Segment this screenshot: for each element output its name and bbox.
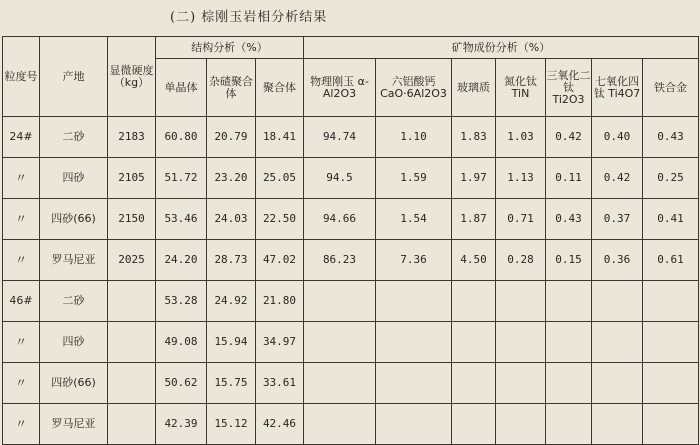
cell-empty [643, 363, 699, 404]
header-lot: 粒度号 [3, 37, 40, 117]
header-glass: 玻璃质 [452, 59, 496, 117]
cell-lot: 〃 [3, 363, 40, 404]
cell-lot: 〃 [3, 199, 40, 240]
cell-empty [496, 322, 546, 363]
cell-origin: 罗马尼亚 [40, 404, 108, 445]
cell-interlocked: 24.03 [207, 199, 256, 240]
cell-ti4o7: 0.37 [592, 199, 643, 240]
table-row [3, 404, 699, 445]
cell-single-crystal: 60.80 [156, 117, 207, 158]
table-row [3, 117, 699, 158]
cell-origin: 四砂(66) [40, 199, 108, 240]
cell-empty [304, 322, 376, 363]
cell-empty [643, 404, 699, 445]
cell-aggregate: 22.50 [256, 199, 304, 240]
cell-tin: 0.28 [496, 240, 546, 281]
table-title: (二) 棕刚玉岩相分析结果 [170, 10, 328, 25]
cell-empty [643, 322, 699, 363]
cell-calcium-hexaaluminate: 7.36 [376, 240, 452, 281]
cell-empty [376, 404, 452, 445]
cell-hardness: 2025 [108, 240, 156, 281]
header-interlocked: 杂碴聚合体 [207, 59, 256, 117]
cell-origin: 二砂 [40, 117, 108, 158]
cell-glass: 4.50 [452, 240, 496, 281]
cell-lot: 〃 [3, 404, 40, 445]
cell-empty [496, 404, 546, 445]
header-ti2o3: 三氧化二钛 Ti2O3 [546, 59, 592, 117]
cell-ti2o3: 0.15 [546, 240, 592, 281]
cell-empty [592, 363, 643, 404]
cell-origin: 四砂(66) [40, 363, 108, 404]
cell-interlocked: 15.12 [207, 404, 256, 445]
cell-lot: 〃 [3, 158, 40, 199]
cell-aggregate: 47.02 [256, 240, 304, 281]
table-row [3, 199, 699, 240]
cell-empty [546, 404, 592, 445]
header-structure-group: 结构分析（%） [156, 37, 304, 59]
cell-interlocked: 15.75 [207, 363, 256, 404]
cell-empty [592, 322, 643, 363]
cell-ti4o7: 0.40 [592, 117, 643, 158]
cell-hardness [108, 404, 156, 445]
cell-single-crystal: 53.46 [156, 199, 207, 240]
analysis-table [2, 36, 699, 445]
table-row [3, 363, 699, 404]
header-single-crystal: 单晶体 [156, 59, 207, 117]
cell-hardness: 2150 [108, 199, 156, 240]
cell-ti4o7: 0.36 [592, 240, 643, 281]
cell-empty [592, 281, 643, 322]
cell-ferroalloy: 0.25 [643, 158, 699, 199]
cell-empty [546, 363, 592, 404]
cell-glass: 1.87 [452, 199, 496, 240]
cell-empty [452, 363, 496, 404]
header-mineral-group: 矿物成份分析（%） [304, 37, 699, 59]
cell-origin: 二砂 [40, 281, 108, 322]
cell-empty [376, 281, 452, 322]
cell-empty [592, 404, 643, 445]
cell-ti4o7: 0.42 [592, 158, 643, 199]
header-aggregate: 聚合体 [256, 59, 304, 117]
cell-empty [376, 363, 452, 404]
table-row [3, 322, 699, 363]
cell-empty [643, 281, 699, 322]
cell-empty [546, 322, 592, 363]
cell-lot: 〃 [3, 240, 40, 281]
cell-empty [304, 281, 376, 322]
cell-aggregate: 42.46 [256, 404, 304, 445]
cell-interlocked: 28.73 [207, 240, 256, 281]
cell-tin: 1.03 [496, 117, 546, 158]
cell-interlocked: 20.79 [207, 117, 256, 158]
cell-hardness: 2183 [108, 117, 156, 158]
table-row [3, 240, 699, 281]
cell-single-crystal: 24.20 [156, 240, 207, 281]
header-origin: 产地 [40, 37, 108, 117]
header-tin: 氮化钛 TiN [496, 59, 546, 117]
cell-hardness [108, 363, 156, 404]
cell-interlocked: 23.20 [207, 158, 256, 199]
cell-ti2o3: 0.43 [546, 199, 592, 240]
cell-tin: 0.71 [496, 199, 546, 240]
cell-empty [452, 322, 496, 363]
header-calcium-hexaaluminate: 六铝酸钙 CaO·6Al2O3 [376, 59, 452, 117]
cell-single-crystal: 50.62 [156, 363, 207, 404]
cell-single-crystal: 49.08 [156, 322, 207, 363]
cell-glass: 1.83 [452, 117, 496, 158]
cell-ti2o3: 0.42 [546, 117, 592, 158]
cell-ti2o3: 0.11 [546, 158, 592, 199]
header-hardness: 显微硬度（kg） [108, 37, 156, 117]
cell-lot: 〃 [3, 322, 40, 363]
cell-origin: 罗马尼亚 [40, 240, 108, 281]
cell-aggregate: 21.80 [256, 281, 304, 322]
cell-empty [496, 363, 546, 404]
cell-ferroalloy: 0.61 [643, 240, 699, 281]
cell-alpha-alumina: 94.66 [304, 199, 376, 240]
cell-aggregate: 34.97 [256, 322, 304, 363]
cell-empty [452, 281, 496, 322]
cell-single-crystal: 42.39 [156, 404, 207, 445]
cell-hardness [108, 322, 156, 363]
cell-alpha-alumina: 86.23 [304, 240, 376, 281]
cell-single-crystal: 53.28 [156, 281, 207, 322]
table-row [3, 281, 699, 322]
cell-origin: 四砂 [40, 322, 108, 363]
cell-calcium-hexaaluminate: 1.59 [376, 158, 452, 199]
cell-single-crystal: 51.72 [156, 158, 207, 199]
cell-interlocked: 15.94 [207, 322, 256, 363]
cell-alpha-alumina: 94.74 [304, 117, 376, 158]
cell-calcium-hexaaluminate: 1.54 [376, 199, 452, 240]
cell-origin: 四砂 [40, 158, 108, 199]
cell-ferroalloy: 0.41 [643, 199, 699, 240]
cell-empty [304, 363, 376, 404]
cell-aggregate: 33.61 [256, 363, 304, 404]
header-alpha-alumina: 物理刚玉 α-Al2O3 [304, 59, 376, 117]
cell-empty [304, 404, 376, 445]
cell-empty [546, 281, 592, 322]
cell-empty [376, 322, 452, 363]
cell-ferroalloy: 0.43 [643, 117, 699, 158]
cell-calcium-hexaaluminate: 1.10 [376, 117, 452, 158]
cell-hardness: 2105 [108, 158, 156, 199]
header-ti4o7: 七氧化四钛 Ti4O7 [592, 59, 643, 117]
cell-alpha-alumina: 94.5 [304, 158, 376, 199]
cell-interlocked: 24.92 [207, 281, 256, 322]
cell-hardness [108, 281, 156, 322]
cell-aggregate: 25.05 [256, 158, 304, 199]
cell-aggregate: 18.41 [256, 117, 304, 158]
cell-empty [452, 404, 496, 445]
cell-lot: 46# [3, 281, 40, 322]
table-row [3, 158, 699, 199]
cell-tin: 1.13 [496, 158, 546, 199]
cell-empty [496, 281, 546, 322]
cell-lot: 24# [3, 117, 40, 158]
cell-glass: 1.97 [452, 158, 496, 199]
header-ferroalloy: 铁合金 [643, 59, 699, 117]
